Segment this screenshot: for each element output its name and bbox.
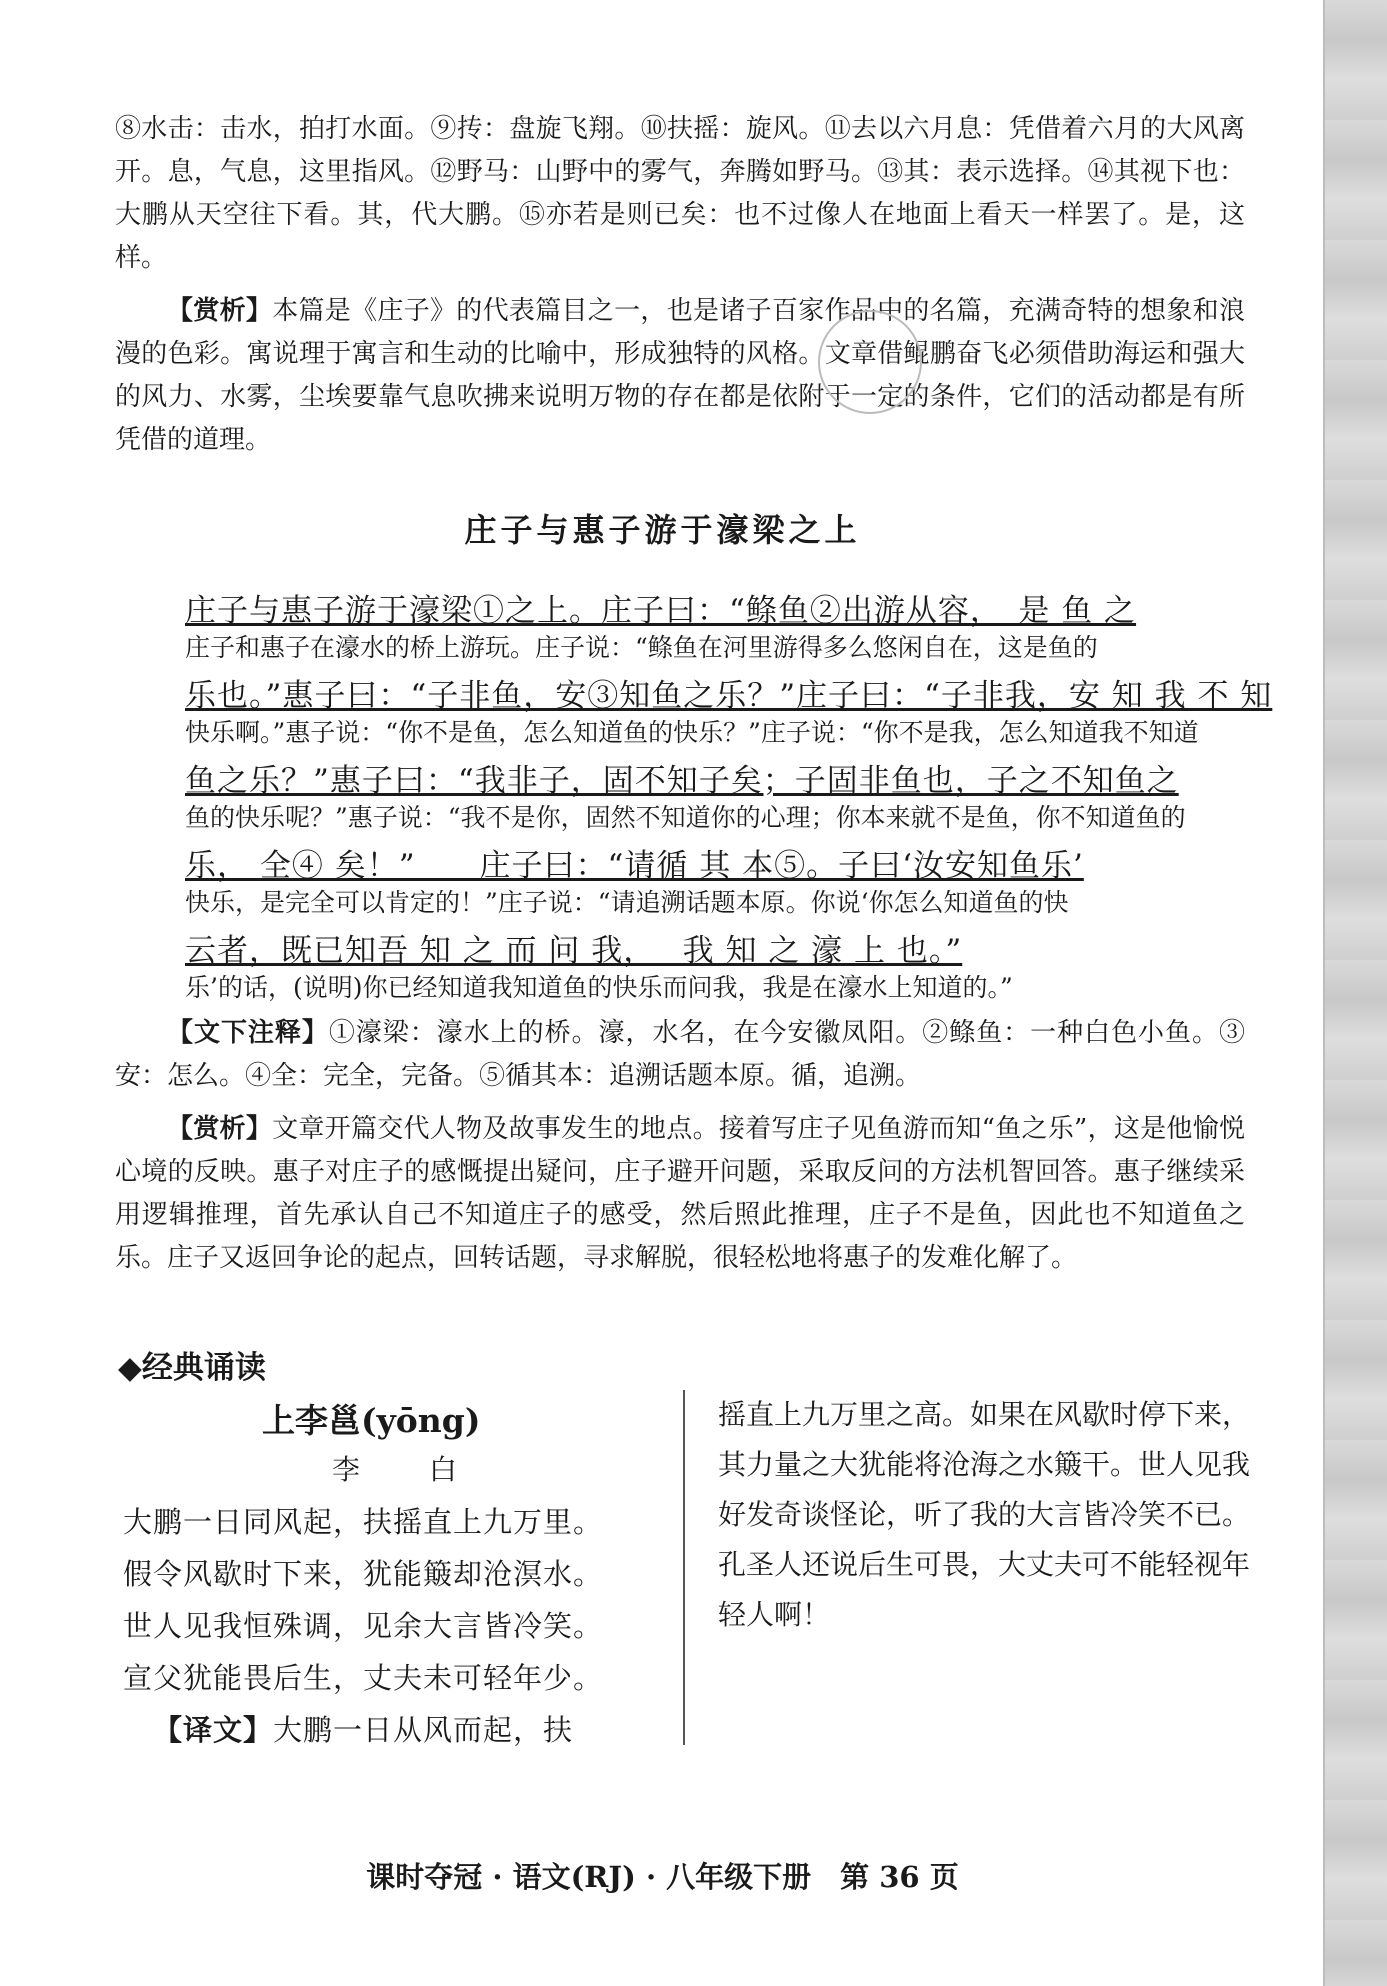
appreciation-1-label: 【赏析】 xyxy=(167,296,273,326)
translation-start xyxy=(153,1708,573,1749)
column-divider xyxy=(683,1390,685,1745)
poem-line: 世人见我恒殊调，见余大言皆冷笑。 xyxy=(123,1609,604,1643)
article-title: 庄子与惠子游于濠梁之上 xyxy=(464,511,861,549)
torn-page-edge xyxy=(1323,0,1387,1986)
poem-line: 大鹏一日同风起，扶摇直上九万里。 xyxy=(123,1505,604,1539)
footnotes-text: ①濠梁：濠水上的桥。濠，水名，在今安徽凤阳。②鲦鱼：一种白色小鱼。③安：怎么。④全：完全，完备。⑤循其本：追溯话题本原。循，追溯。 xyxy=(115,1018,1245,1091)
translation-line: 庄子和惠子在濠水的桥上游玩。庄子说：“鲦鱼在河里游得多么悠闲自在，这是鱼的 xyxy=(185,633,1098,662)
appreciation-2 xyxy=(115,1108,1245,1280)
appreciation-1-text: 本篇是《庄子》的代表篇目之一，也是诸子百家作品中的名篇，充满奇特的想象和浪漫的色彩。寓说理于寓言和生动的比喻中，形成独特的风格。文章借鲲鹏奋飞必须借助海运和强大的风力、水雾，尘埃要靠气息吹拂来说明万物的存在都是依附于一定的条件，它们的活动都是有所凭借的道理。 xyxy=(115,296,1245,455)
translation-continued: 摇直上九万里之高。如果在风歇时停下来，其力量之大犹能将沧海之水簸干。世人见我好发奇谈怪论，听了我的大言皆冷笑不已。孔圣人还说后生可畏，大丈夫可不能轻视年轻人啊！ xyxy=(718,1398,1251,1631)
page-footer: 课时夺冠 · 语文(RJ) · 八年级下册 第 36 页 xyxy=(366,1860,959,1894)
translation-label: 【译文】 xyxy=(153,1713,274,1747)
translation-start-text: 大鹏一日从风而起，扶 xyxy=(273,1713,574,1747)
poem-author: 李 白 xyxy=(332,1453,487,1486)
original-line: 云者，既已知吾 知 之 而 问 我， 我 知 之 濠 上 也。” xyxy=(185,933,963,969)
poem-line: 宣父犹能畏后生，丈夫未可轻年少。 xyxy=(123,1661,604,1695)
original-line: 庄子与惠子游于濠梁①之上。庄子曰：“鲦鱼②出游从容， 是 鱼 之 xyxy=(185,593,1137,629)
original-line: 乐也。”惠子曰：“子非鱼，安③知鱼之乐？”庄子曰：“子非我，安 知 我 不 知 xyxy=(185,678,1273,714)
section-heading: ◆经典诵读 xyxy=(118,1350,266,1386)
footnotes-label: 【文下注释】 xyxy=(167,1018,329,1048)
translation-line: 乐’的话，(说明)你已经知道我知道鱼的快乐而问我，我是在濠水上知道的。” xyxy=(185,973,1013,1002)
notes-continued: ⑧水击：击水，拍打水面。⑨抟：盘旋飞翔。⑩扶摇：旋风。⑪去以六月息：凭借着六月的大风离开。息，气息，这里指风。⑫野马：山野中的雾气，奔腾如野马。⑬其：表示选择。⑭其视下也：大鹏从天空往下看。其，代大鹏。⑮亦若是则已矣：也不过像人在地面上看天一样罢了。是，这样。 xyxy=(115,114,1245,273)
translation-line: 鱼的快乐呢？”惠子说：“我不是你，固然不知道你的心理；你本来就不是鱼，你不知道鱼的 xyxy=(185,803,1186,832)
original-line: 鱼之乐？”惠子曰：“我非子，固不知子矣；子固非鱼也，子之不知鱼之 xyxy=(185,763,1179,799)
appreciation-1 xyxy=(115,290,1245,462)
footnotes xyxy=(115,1012,1245,1098)
translation-line: 快乐啊。”惠子说：“你不是鱼，怎么知道鱼的快乐？”庄子说：“你不是我，怎么知道我不知道 xyxy=(185,718,1199,747)
translation-line: 快乐，是完全可以肯定的！”庄子说：“请追溯话题本原。你说‘你怎么知道鱼的快 xyxy=(185,888,1069,917)
poem-title: 上李邕(yōng) xyxy=(262,1401,481,1440)
poem-line: 假令风歇时下来，犹能簸却沧溟水。 xyxy=(123,1557,604,1591)
original-line: 乐， 全④ 矣！” 庄子曰：“请循 其 本⑤。子曰‘汝安知鱼乐’ xyxy=(185,848,1084,884)
watermark-stamp xyxy=(818,310,922,414)
appreciation-2-text: 文章开篇交代人物及故事发生的地点。接着写庄子见鱼游而知“鱼之乐”，这是他愉悦心境的反映。惠子对庄子的感慨提出疑问，庄子避开问题，采取反问的方法机智回答。惠子继续采用逻辑推理，首先承认自己不知道庄子的感受，然后照此推理，庄子不是鱼，因此也不知道鱼之乐。庄子又返回争论的起点，回转话题，寻求解脱，很轻松地将惠子的发难化解了。 xyxy=(115,1114,1245,1273)
appreciation-2-label: 【赏析】 xyxy=(167,1114,273,1144)
